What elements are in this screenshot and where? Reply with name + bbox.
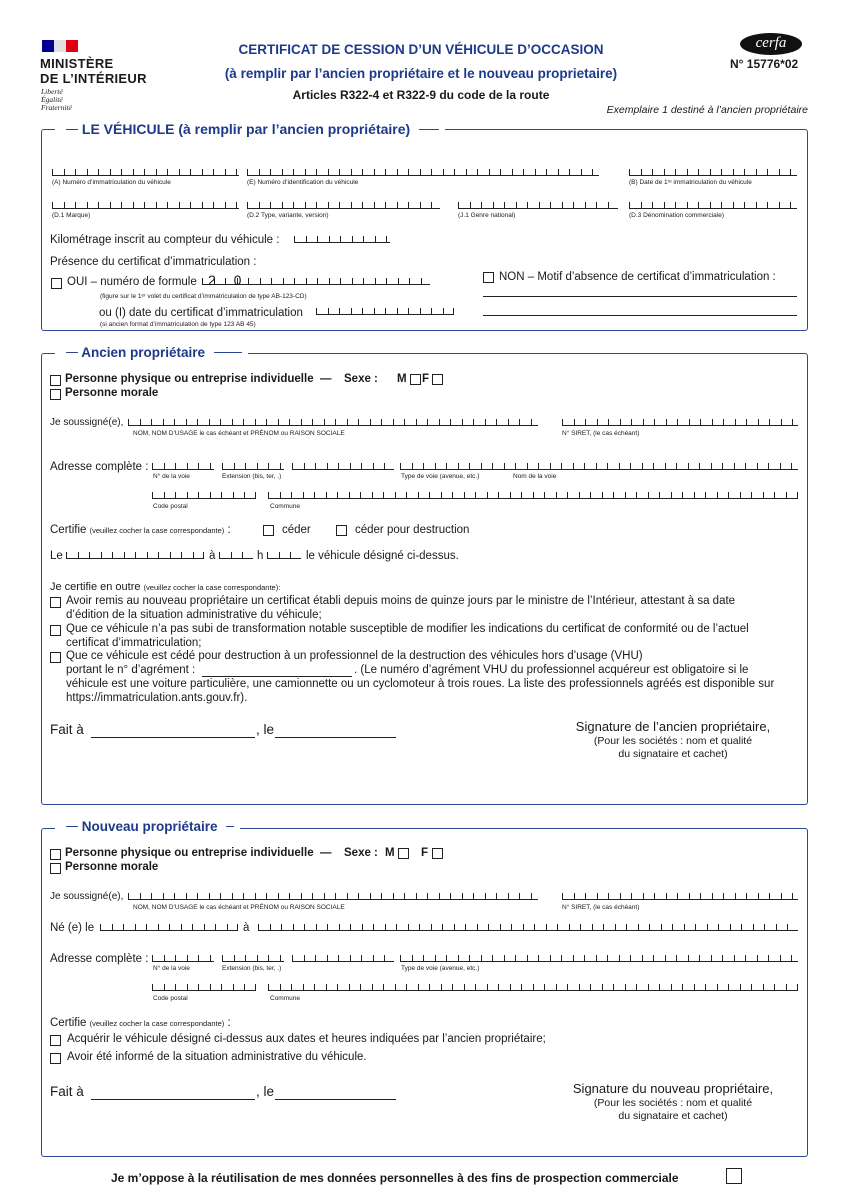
buyer-signature-note2: du signataire et cachet) bbox=[618, 1110, 728, 1122]
seller-opt2-line1: Que ce véhicule n’a pas subi de transformation notable susceptible de modifier les indications du certificat de conformité ou de l’actuel bbox=[66, 623, 749, 635]
cerfa-logo bbox=[740, 33, 802, 55]
buyer-voie-no-label: N° de la voie bbox=[153, 965, 190, 972]
buyer-fait-label: Fait à bbox=[50, 1084, 84, 1099]
buyer-opt2-checkbox[interactable] bbox=[50, 1053, 61, 1064]
mileage-field[interactable] bbox=[294, 234, 390, 243]
form-number: N° 15776*02 bbox=[730, 57, 799, 71]
seller-code-postal-label: Code postal bbox=[153, 503, 188, 510]
seller-sexe-label: Sexe : bbox=[344, 373, 378, 385]
formula-prefix: 2 0 bbox=[208, 272, 249, 288]
ceder-checkbox[interactable] bbox=[263, 525, 274, 536]
seller-street-name-field[interactable] bbox=[400, 461, 798, 470]
seller-morale-label: Personne morale bbox=[65, 387, 159, 399]
oui-checkbox[interactable] bbox=[51, 278, 62, 289]
motto-fraternite: Fraternité bbox=[41, 103, 72, 112]
old-date-label: ou (I) date du certificat d’immatriculation bbox=[99, 307, 303, 319]
sale-date-h: h bbox=[257, 550, 264, 562]
buyer-postal-code-field[interactable] bbox=[152, 982, 256, 991]
label-J1: (J.1 Genre national) bbox=[458, 212, 516, 219]
first-registration-date-field[interactable] bbox=[629, 167, 797, 176]
seller-address-label: Adresse complète : bbox=[50, 461, 149, 473]
label-E: (E) Numéro d’identification du véhicule bbox=[247, 179, 359, 186]
vin-field[interactable] bbox=[247, 167, 599, 176]
buyer-m-label: M bbox=[385, 847, 395, 859]
buyer-siret-label: N° SIRET, (le cas échéant) bbox=[562, 904, 640, 911]
buyer-street-type-field[interactable] bbox=[292, 953, 394, 962]
seller-place-field[interactable] bbox=[91, 737, 255, 738]
seller-postal-code-field[interactable] bbox=[152, 490, 256, 499]
seller-siret-field[interactable] bbox=[562, 417, 798, 426]
label-B: (B) Date de 1ʳᵉ immatriculation du véhicule bbox=[629, 179, 752, 186]
label-D2: (D.2 Type, variante, version) bbox=[247, 212, 329, 219]
buyer-f-label: F bbox=[421, 847, 429, 859]
motto-liberte: Liberté bbox=[41, 87, 63, 96]
legal-articles: Articles R322-4 et R322-9 du code de la route bbox=[292, 88, 550, 102]
seller-extension-label: Extension (bis, ter, .) bbox=[222, 473, 282, 480]
seller-date-field[interactable] bbox=[275, 737, 396, 738]
seller-opt3-line4: https://immatriculation.ants.gouv.fr). bbox=[66, 692, 248, 704]
old-certificate-date-field[interactable] bbox=[316, 306, 454, 315]
buyer-sex-f-checkbox[interactable] bbox=[432, 848, 443, 859]
seller-physique-label: Personne physique ou entreprise individuelle bbox=[65, 373, 314, 385]
buyer-street-number-field[interactable] bbox=[152, 953, 214, 962]
buyer-code-postal-label: Code postal bbox=[153, 995, 188, 1002]
copy-note: Exemplaire 1 destiné à l’ancien propriétaire bbox=[606, 104, 808, 116]
seller-signature-title: Signature de l’ancien propriétaire, bbox=[575, 719, 771, 734]
sale-date-a: à bbox=[209, 550, 216, 562]
seller-type-voie-label: Type de voie (avenue, etc.) bbox=[401, 473, 480, 480]
seller-certifie-colon: : bbox=[227, 524, 231, 536]
seller-dash: — bbox=[320, 373, 332, 385]
buyer-signature-title: Signature du nouveau propriétaire, bbox=[572, 1081, 774, 1096]
buyer-street-name-field[interactable] bbox=[400, 953, 798, 962]
seller-opt3-line1: Que ce véhicule est cédé pour destruction à un professionnel de la destruction des véhicules hors d’usage (VHU) bbox=[66, 650, 643, 662]
document-subtitle: (à remplir par l’ancien propriétaire et le nouveau proprietaire) bbox=[224, 66, 618, 81]
buyer-sex-m-checkbox[interactable] bbox=[398, 848, 409, 859]
buyer-birth-a: à bbox=[243, 922, 250, 934]
buyer-date-field[interactable] bbox=[275, 1099, 396, 1100]
ceder-label: céder bbox=[282, 524, 311, 536]
oui-label: OUI – numéro de formule bbox=[67, 276, 197, 288]
non-checkbox[interactable] bbox=[483, 272, 494, 283]
buyer-extension-field[interactable] bbox=[222, 953, 284, 962]
brand-field[interactable] bbox=[52, 200, 239, 209]
ministry-name-line1: MINISTÈRE bbox=[40, 56, 114, 71]
seller-opt1-line2: d’édition de la situation administrative du véhicule; bbox=[66, 609, 322, 621]
buyer-commune-label: Commune bbox=[270, 995, 300, 1002]
label-D1: (D.1 Marque) bbox=[52, 212, 91, 219]
seller-street-type-field[interactable] bbox=[292, 461, 394, 470]
buyer-ne-le-label: Né (e) le bbox=[50, 922, 95, 934]
presence-label: Présence du certificat d’immatriculation : bbox=[50, 256, 257, 268]
commercial-name-field[interactable] bbox=[629, 200, 797, 209]
non-reason-line-1[interactable] bbox=[483, 296, 797, 297]
buyer-name-field[interactable] bbox=[128, 891, 538, 900]
buyer-morale-label: Personne morale bbox=[65, 861, 159, 873]
vehicle-section-title-text: LE VÉHICULE (à remplir par l’ancien propriétaire) bbox=[81, 121, 411, 137]
buyer-section-title bbox=[55, 819, 240, 834]
old-date-note: (si ancien format d’immatriculation de type 123 AB 45) bbox=[100, 321, 256, 328]
buyer-siret-field[interactable] bbox=[562, 891, 798, 900]
buyer-address-label: Adresse complète : bbox=[50, 953, 149, 965]
buyer-morale-checkbox[interactable] bbox=[50, 863, 61, 874]
type-field[interactable] bbox=[247, 200, 440, 209]
buyer-birth-date-field[interactable] bbox=[100, 922, 238, 931]
buyer-soussigne-label: Je soussigné(e), bbox=[50, 891, 124, 902]
seller-signature-note1: (Pour les sociétés : nom et qualité bbox=[593, 735, 753, 747]
buyer-signature-note1: (Pour les sociétés : nom et qualité bbox=[593, 1097, 753, 1109]
motto-egalite: Égalité bbox=[41, 95, 63, 104]
genre-field[interactable] bbox=[458, 200, 618, 209]
non-label: NON – Motif d’absence de certificat d’immatriculation : bbox=[499, 271, 776, 283]
seller-section-title-text: Ancien propriétaire bbox=[81, 345, 206, 360]
opposition-text: Je m’oppose à la réutilisation de mes données personnelles à des fins de prospection commerciale bbox=[111, 1171, 679, 1185]
seller-m-label: M bbox=[397, 373, 407, 385]
seller-opt2-checkbox[interactable] bbox=[50, 625, 61, 636]
seller-outre-note: (veuillez cocher la case correspondante): bbox=[143, 583, 281, 592]
seller-signature-note2: du signataire et cachet) bbox=[618, 748, 728, 760]
seller-sex-f-checkbox[interactable] bbox=[432, 374, 443, 385]
mileage-label: Kilométrage inscrit au compteur du véhicule : bbox=[50, 234, 280, 246]
seller-le-label: , le bbox=[256, 722, 275, 737]
seller-certifie-label: Certifie bbox=[50, 524, 87, 536]
seller-sex-m-checkbox[interactable] bbox=[410, 374, 421, 385]
seller-opt3-line3: véhicule est une voiture particulière, une camionnette ou un cyclomoteur à trois roues. La liste des professionnels agréés est disponible sur bbox=[66, 678, 775, 690]
seller-name-field[interactable] bbox=[128, 417, 538, 426]
buyer-place-field[interactable] bbox=[91, 1099, 255, 1100]
ceder-destruction-label: céder pour destruction bbox=[355, 524, 470, 536]
buyer-sexe-label: Sexe : bbox=[344, 847, 378, 859]
buyer-le-label: , le bbox=[256, 1084, 275, 1099]
buyer-certifie-colon: : bbox=[227, 1017, 231, 1029]
label-A: (A) Numéro d’immatriculation du véhicule bbox=[52, 179, 171, 186]
seller-certifie bbox=[50, 524, 231, 536]
ministry-name-line2: DE L’INTÉRIEUR bbox=[40, 71, 147, 86]
seller-certifie-note: (veuillez cocher la case correspondante) bbox=[89, 526, 225, 535]
registration-number-field[interactable] bbox=[52, 167, 239, 176]
non-reason-line-2[interactable] bbox=[483, 315, 797, 316]
vehicle-section-title bbox=[55, 121, 445, 137]
seller-commune-label: Commune bbox=[270, 503, 300, 510]
seller-f-label: F bbox=[422, 373, 430, 385]
sale-date-le: Le bbox=[50, 550, 63, 562]
seller-opt2-line2: certificat d’immatriculation; bbox=[66, 637, 202, 649]
sale-minute-field[interactable] bbox=[267, 550, 301, 559]
buyer-physique-label: Personne physique ou entreprise individuelle bbox=[65, 847, 314, 859]
buyer-section-title-text: Nouveau propriétaire bbox=[81, 819, 218, 834]
sale-hour-field[interactable] bbox=[219, 550, 253, 559]
seller-opt3-line2b: . (Le numéro d’agrément VHU du professionnel acquéreur est obligatoire si le bbox=[354, 664, 749, 676]
vehicle-section bbox=[41, 129, 808, 331]
seller-commune-field[interactable] bbox=[268, 490, 798, 499]
buyer-certifie-label: Certifie bbox=[50, 1017, 87, 1029]
buyer-extension-label: Extension (bis, ter, .) bbox=[222, 965, 282, 972]
seller-street-number-field[interactable] bbox=[152, 461, 214, 470]
buyer-opt1-label: Acquérir le véhicule désigné ci-dessus aux dates et heures indiquées par l’ancien propriétaire; bbox=[67, 1033, 546, 1045]
buyer-certifie-note: (veuillez cocher la case correspondante) bbox=[89, 1019, 225, 1028]
seller-soussigne-label: Je soussigné(e), bbox=[50, 417, 124, 428]
buyer-type-voie-label: Type de voie (avenue, etc.) bbox=[401, 965, 480, 972]
seller-opt1-checkbox[interactable] bbox=[50, 597, 61, 608]
cerfa-logo-text: cerfa bbox=[755, 35, 787, 51]
seller-opt1-line1: Avoir remis au nouveau propriétaire un certificat établi depuis moins de quinze jours par le ministre de l’Intérieur, attestant à sa date bbox=[66, 595, 736, 607]
seller-opt3-checkbox[interactable] bbox=[50, 652, 61, 663]
seller-name-label: NOM, NOM D’USAGE le cas échéant et PRÉNOM ou RAISON SOCIALE bbox=[133, 430, 345, 437]
seller-extension-field[interactable] bbox=[222, 461, 284, 470]
seller-morale-checkbox[interactable] bbox=[50, 389, 61, 400]
seller-physique-checkbox[interactable] bbox=[50, 375, 61, 386]
sale-date-field[interactable] bbox=[66, 550, 204, 559]
label-D3: (D.3 Dénomination commerciale) bbox=[629, 212, 725, 219]
buyer-opt1-checkbox[interactable] bbox=[50, 1035, 61, 1046]
buyer-name-label: NOM, NOM D’USAGE le cas échéant et PRÉNOM ou RAISON SOCIALE bbox=[133, 904, 345, 911]
seller-nom-voie-label: Nom de la voie bbox=[513, 473, 557, 480]
seller-section-title bbox=[55, 345, 248, 360]
opposition-checkbox[interactable] bbox=[726, 1168, 742, 1184]
buyer-dash: — bbox=[320, 847, 332, 859]
document-title: CERTIFICAT DE CESSION D’UN VÉHICULE D’OCCASION bbox=[238, 42, 604, 57]
buyer-birth-place-field[interactable] bbox=[258, 922, 798, 931]
seller-opt3-line2a: portant le n° d’agrément : bbox=[66, 664, 196, 676]
buyer-commune-field[interactable] bbox=[268, 982, 798, 991]
approval-number-field[interactable] bbox=[202, 676, 352, 677]
seller-siret-label: N° SIRET, (le cas échéant) bbox=[562, 430, 640, 437]
buyer-opt2-label: Avoir été informé de la situation administrative du véhicule. bbox=[67, 1051, 367, 1063]
seller-voie-no-label: N° de la voie bbox=[153, 473, 190, 480]
seller-fait-label: Fait à bbox=[50, 722, 84, 737]
oui-note: (figure sur le 1ᵉʳ volet du certificat d’immatriculation de type AB-123-CD) bbox=[100, 293, 307, 300]
buyer-physique-checkbox[interactable] bbox=[50, 849, 61, 860]
seller-outre-label: Je certifie en outre bbox=[50, 581, 141, 593]
sale-designe-text: le véhicule désigné ci-dessus. bbox=[306, 550, 459, 562]
buyer-certifie bbox=[50, 1017, 231, 1029]
seller-outre bbox=[50, 581, 280, 593]
ceder-destruction-checkbox[interactable] bbox=[336, 525, 347, 536]
